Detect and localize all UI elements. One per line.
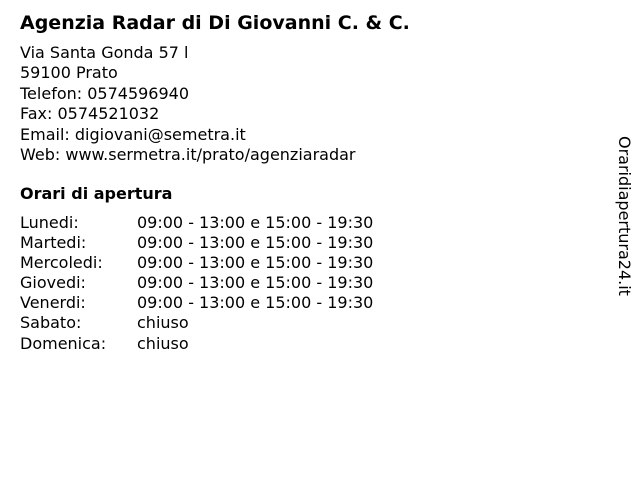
street-address: Via Santa Gonda 57 l: [20, 43, 189, 62]
day-hours: 09:00 - 13:00 e 15:00 - 19:30: [137, 233, 374, 253]
day-label: Domenica:: [20, 333, 107, 353]
day-hours: 09:00 - 13:00 e 15:00 - 19:30: [137, 293, 374, 313]
hours-row-thursday: [20, 273, 373, 293]
day-hours: 09:00 - 13:00 e 15:00 - 19:30: [137, 273, 374, 293]
email-address: Email: digiovani@semetra.it: [20, 124, 246, 144]
hours-row-wednesday: [20, 253, 373, 273]
opening-hours-table: [20, 213, 373, 354]
hours-row-monday: [20, 213, 373, 233]
site-watermark: Oraridiapertura24.it: [615, 136, 634, 296]
business-name: Agenzia Radar di Di Giovanni C. & C.: [20, 12, 410, 34]
day-hours: 09:00 - 13:00 e 15:00 - 19:30: [137, 253, 374, 273]
day-label: Lunedi:: [20, 213, 79, 232]
day-label: Martedi:: [20, 233, 87, 253]
hours-row-tuesday: [20, 233, 373, 253]
day-label: Venerdi:: [20, 293, 86, 313]
day-hours: chiuso: [137, 333, 189, 353]
day-label: Giovedi:: [20, 273, 86, 293]
opening-hours-heading: Orari di apertura: [20, 184, 173, 203]
hours-row-sunday: [20, 334, 373, 354]
phone-number: Telefon: 0574596940: [20, 83, 190, 103]
fax-number: Fax: 0574521032: [20, 104, 160, 124]
website-url: Web: www.sermetra.it/prato/agenziaradar: [20, 144, 356, 164]
day-hours: 09:00 - 13:00 e 15:00 - 19:30: [137, 213, 374, 232]
hours-row-saturday: [20, 313, 373, 333]
city-postal-code: 59100 Prato: [20, 63, 118, 83]
hours-row-friday: [20, 293, 373, 313]
day-hours: chiuso: [137, 313, 189, 333]
contact-block: [20, 43, 356, 165]
day-label: Sabato:: [20, 313, 82, 333]
day-label: Mercoledi:: [20, 253, 103, 273]
